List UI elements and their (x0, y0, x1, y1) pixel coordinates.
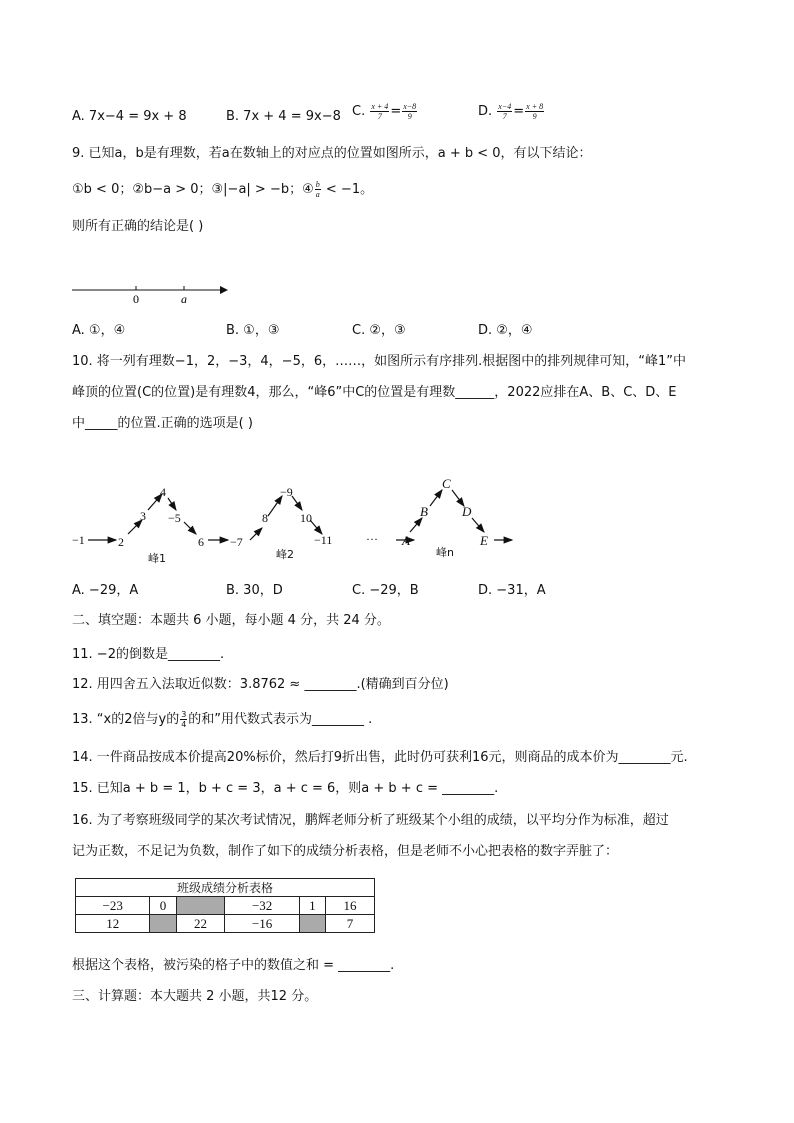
q10-line2: 峰顶的位置(C的位置)是有理数4，那么，“峰6”中C的位置是有理数______，2022应排在A、B、C、D、E (72, 385, 677, 400)
num-3: 3 (140, 509, 146, 523)
q9-prompt: 则所有正确的结论是( ) (72, 219, 204, 234)
q10-line1: 10. 将一列有理数−1，2，−3，4，−5，6，……，如图所示有序排列.根据图中的排列规律可知，“峰1”中 (72, 354, 686, 369)
num-neg11: −11 (314, 533, 333, 547)
table-cell: 16 (325, 897, 374, 915)
peak2-label: 峰2 (276, 548, 294, 561)
q10-line3: 中_____的位置.正确的选项是( ) (72, 416, 253, 431)
q8-option-c: C. $\frac{x + 4}{7}$ = $\frac{x-8}{9}$ (352, 102, 417, 121)
num-2: 2 (118, 535, 124, 549)
pos-D: D (462, 504, 472, 519)
stained-cell (176, 897, 225, 915)
axis-zero-label: 0 (133, 292, 139, 306)
q9-option-b: B. ①，③ (226, 323, 280, 338)
section-2-heading: 二、填空题：本题共 6 小题，每小题 4 分，共 24 分。 (72, 613, 390, 628)
num-neg5: −5 (168, 511, 181, 525)
score-table (75, 878, 375, 933)
table-cell: 12 (76, 915, 150, 933)
number-line (70, 280, 230, 306)
num-6: 6 (198, 535, 204, 549)
q16-line1: 16. 为了考察班级同学的某次考试情况，鹏辉老师分析了班级某个小组的成绩，以平均分作为标准，超过 (72, 813, 669, 828)
q8-option-d: D. $\frac{x-4}{7}$ = $\frac{x + 8}{9}$ (478, 102, 544, 121)
stained-cell (150, 915, 176, 933)
num-8: 8 (262, 511, 268, 525)
section-3-heading: 三、计算题：本大题共 2 小题，共12 分。 (72, 989, 318, 1004)
q16-question: 根据这个表格，被污染的格子中的数值之和 = ________. (72, 958, 395, 973)
q9-stem: 9. 已知a，b是有理数，若a在数轴上的对应点的位置如图所示，a + b < 0，有以下结论： (72, 146, 592, 161)
peak1-label: 峰1 (148, 552, 166, 565)
table-cell: −23 (76, 897, 150, 915)
q14: 14. 一件商品按成本价提高20%标价，然后打9折出售，此时仍可获利16元，则商品的成本价为________元. (72, 750, 688, 765)
q16-line2: 记为正数，不足记为负数，制作了如下的成绩分析表格，但是老师不小心把表格的数字弄脏了： (72, 844, 619, 859)
table-title: 班级成绩分析表格 (76, 879, 375, 897)
table-row (76, 897, 375, 915)
axis-a-label: a (181, 292, 187, 306)
q9-option-d: D. ②，④ (478, 323, 533, 338)
peaks-diagram (70, 470, 530, 570)
q9-option-a: A. ①，④ (72, 323, 126, 338)
num-neg9: −9 (280, 485, 293, 499)
num-4: 4 (160, 485, 166, 499)
q10-option-d: D. −31，A (478, 583, 546, 598)
pos-E: E (480, 533, 488, 548)
table-cell: 7 (325, 915, 374, 933)
table-cell: 0 (150, 897, 176, 915)
q15: 15. 已知a + b = 1，b + c = 3，a + c = 6，则a + b + c = ________. (72, 781, 499, 796)
num-10: 10 (300, 511, 312, 525)
num-neg1: −1 (72, 533, 85, 547)
stained-cell (299, 915, 325, 933)
table-cell: −16 (225, 915, 299, 933)
q9-option-c: C. ②，③ (352, 323, 406, 338)
q11: 11. −2的倒数是________. (72, 647, 225, 662)
q10-option-b: B. 30，D (226, 583, 283, 598)
q12: 12. 用四舍五入法取近似数：3.8762 ≈ ________.(精确到百分位) (72, 677, 449, 692)
table-cell: 1 (299, 897, 325, 915)
table-row (76, 915, 375, 933)
ellipsis: ··· (366, 532, 378, 546)
q8-option-a: A. 7x−4 = 9x + 8 (72, 109, 187, 124)
pos-B: B (420, 504, 428, 519)
pos-A: A (402, 533, 410, 548)
peakn-label: 峰n (436, 546, 454, 559)
q10-option-a: A. −29，A (72, 583, 139, 598)
num-neg7: −7 (230, 535, 243, 549)
q13: 13. “x的2倍与y的 $\frac{3}{4}$ 的和”用代数式表示为________ . (72, 710, 373, 729)
table-cell: 22 (176, 915, 225, 933)
q10-option-c: C. −29，B (352, 583, 419, 598)
q9-conclusions: ①b < 0；②b−a > 0；③|−a| > −b；④ $\frac{b}{a}$ < −1。 (72, 180, 374, 199)
pos-C: C (442, 476, 451, 491)
table-cell: −32 (225, 897, 299, 915)
q8-option-b: B. 7x + 4 = 9x−8 (226, 109, 341, 124)
